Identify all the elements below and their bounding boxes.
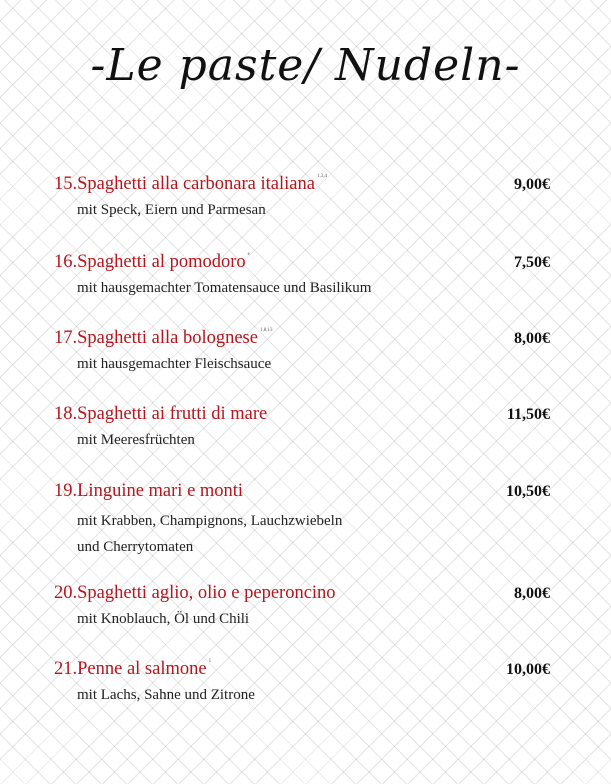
menu-item bbox=[54, 659, 554, 707]
allergen-note: 1 bbox=[208, 658, 212, 664]
menu-item bbox=[54, 583, 554, 631]
dish-name: 18.Spaghetti ai frutti di mare bbox=[54, 404, 268, 424]
allergen-note: e bbox=[247, 251, 250, 257]
dish-price: 9,00€ bbox=[514, 176, 550, 193]
dish-name: 19.Linguine mari e monti bbox=[54, 481, 244, 501]
dish-description: und Cherrytomaten bbox=[77, 539, 194, 555]
dish-name: 15.Spaghetti alla carbonara italiana bbox=[54, 174, 315, 194]
dish-name: 21.Penne al salmone bbox=[54, 659, 207, 679]
dish-description: mit hausgemachter Fleischsauce bbox=[77, 356, 272, 372]
dish-description: mit Meeresfrüchten bbox=[77, 432, 195, 448]
dish-name: 17.Spaghetti alla bolognese bbox=[54, 328, 258, 348]
dish-price: 10,00€ bbox=[506, 661, 550, 678]
dish-price: 8,00€ bbox=[514, 585, 550, 602]
menu-item bbox=[54, 174, 554, 222]
allergen-note: 1,8,13 bbox=[259, 327, 273, 333]
menu-item bbox=[54, 404, 554, 452]
dish-price: 7,50€ bbox=[514, 254, 550, 271]
menu-item bbox=[54, 481, 554, 559]
dish-price: 10,50€ bbox=[506, 483, 550, 500]
dish-description: mit Speck, Eiern und Parmesan bbox=[77, 202, 266, 218]
dish-description: mit Krabben, Champignons, Lauchzwiebeln bbox=[77, 513, 343, 529]
page-title: -Le paste/ Nudeln- bbox=[90, 40, 521, 91]
dish-price: 8,00€ bbox=[514, 330, 550, 347]
menu-item bbox=[54, 328, 554, 376]
dish-name: 16.Spaghetti al pomodoro bbox=[54, 252, 246, 272]
dish-price: 11,50€ bbox=[506, 406, 550, 423]
dish-name: 20.Spaghetti aglio, olio e peperoncino bbox=[54, 583, 336, 603]
dish-description: mit Knoblauch, Öl und Chili bbox=[77, 611, 250, 627]
dish-description: mit Lachs, Sahne und Zitrone bbox=[77, 687, 255, 703]
menu-item bbox=[54, 252, 554, 300]
dish-description: mit hausgemachter Tomatensauce und Basilikum bbox=[77, 280, 372, 296]
allergen-note: 1,3,4 bbox=[316, 173, 327, 179]
